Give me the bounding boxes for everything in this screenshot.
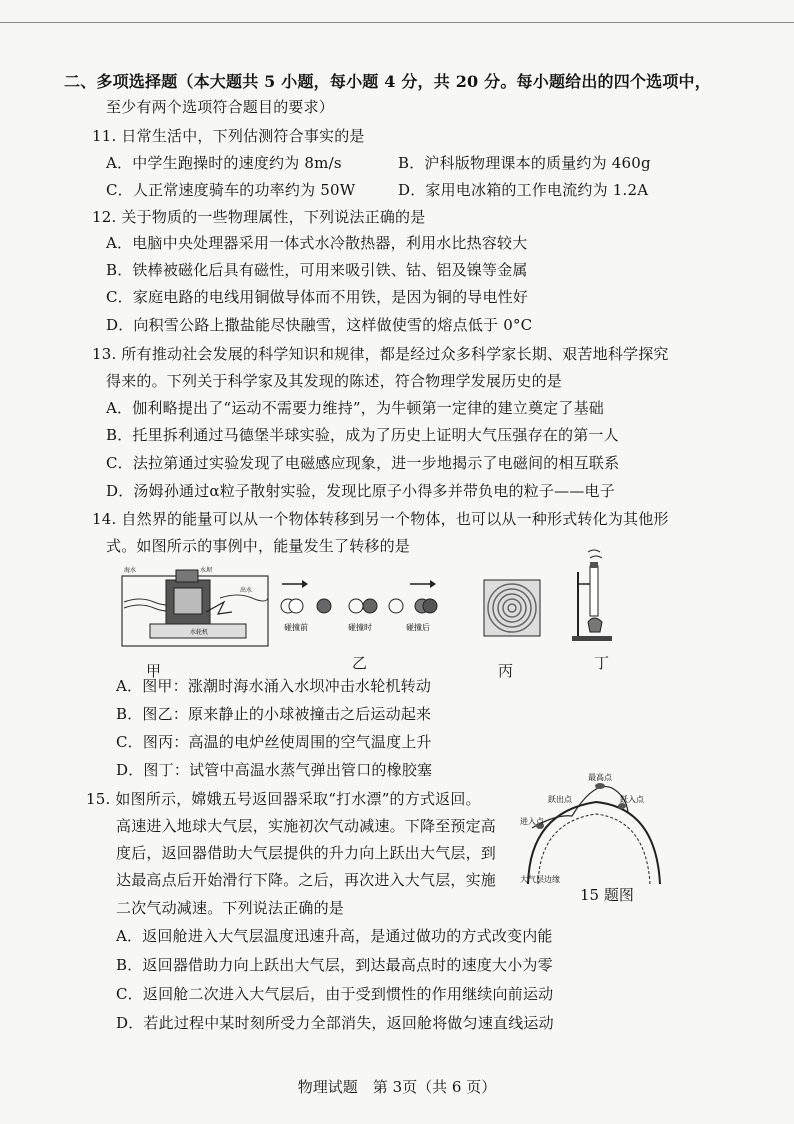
q15-stem-line-2: 高速进入地球大气层，实施初次气动减速。下降至预定高: [116, 817, 497, 835]
dam-label-turbine: 水轮机: [190, 629, 209, 636]
q11-option-a: A．中学生跑操时的速度约为 8m/s: [106, 154, 342, 172]
fig15-label-edge: 大气层边缘: [520, 875, 560, 884]
q15-option-b: B．返回器借助力向上跃出大气层，到达最高点时的速度大小为零: [116, 956, 553, 974]
q14-option-d: D．图丁：试管中高温水蒸气弹出管口的橡胶塞: [116, 761, 433, 779]
page-footer: 物理试题 第 3页（共 6 页）: [297, 1078, 497, 1096]
figure-ding-test-tube: [570, 548, 624, 644]
q14-option-b: B．图乙：原来静止的小球被撞击之后运动起来: [116, 705, 432, 723]
q15-stem-line-4: 达最高点后开始滑行下降。之后，再次进入大气层，实施: [116, 871, 497, 889]
figure-label-jia: 甲: [146, 662, 162, 680]
figure-label-bing: 丙: [498, 662, 514, 680]
q12-option-a: A．电脑中央处理器采用一体式水冷散热器，利用水比热容较大: [106, 234, 528, 252]
fig15-label-in2: 跃入点: [620, 795, 644, 804]
q12-option-b: B．铁棒被磁化后具有磁性，可用来吸引铁、钴、铝及镍等金属: [106, 261, 528, 279]
collision-label-before: 碰撞前: [284, 623, 308, 632]
fig15-label-in1: 进入点: [520, 817, 544, 826]
q13-option-b: B．托里拆利通过马德堡半球实验，成为了历史上证明大气压强存在的第一人: [106, 426, 619, 444]
dam-label-dam: 水坝: [200, 567, 213, 574]
q11-option-b: B．沪科版物理课本的质量约为 460g: [398, 154, 651, 172]
q11-option-c: C．人正常速度骑车的功率约为 50W: [106, 181, 356, 199]
q13-option-a: A．伽利略提出了“运动不需要力维持”，为牛顿第一定律的建立奠定了基础: [106, 399, 604, 417]
q13-stem-line-2: 得来的。下列关于科学家及其发现的陈述，符合物理学发展历史的是: [106, 372, 563, 390]
q13-option-c: C．法拉第通过实验发现了电磁感应现象，进一步地揭示了电磁间的相互联系: [106, 454, 620, 472]
q15-option-d: D．若此过程中某时刻所受力全部消失，返回舱将做匀速直线运动: [116, 1014, 554, 1032]
dam-label-outlet: 出水: [240, 587, 253, 594]
figure-15-caption: 15 题图: [580, 886, 634, 904]
q15-option-c: C．返回舱二次进入大气层后，由于受到惯性的作用继续向前运动: [116, 985, 554, 1003]
q13-option-d: D．汤姆孙通过α粒子散射实验，发现比原子小得多并带负电的粒子——电子: [106, 482, 615, 500]
q11-stem: 11. 日常生活中，下列估测符合事实的是: [92, 127, 365, 145]
q14-stem-line-1: 14. 自然界的能量可以从一个物体转移到另一个物体，也可以从一种形式转化为其他形: [92, 510, 669, 528]
q12-option-d: D．向积雪公路上撒盐能尽快融雪，这样做使雪的熔点低于 0°C: [106, 316, 533, 334]
section-title: 二、多项选择题（本大题共 5 小题，每小题 4 分，共 20 分。每小题给出的四个选项中，: [64, 72, 711, 91]
fig15-label-top: 最高点: [588, 773, 612, 782]
q15-stem-line-3: 度后，返回器借助大气层提供的升力向上跃出大气层，到: [116, 844, 497, 862]
q12-stem: 12. 关于物质的一些物理属性，下列说法正确的是: [92, 208, 426, 226]
figure-label-ding: 丁: [594, 654, 610, 672]
collision-label-during: 碰撞时: [348, 623, 372, 632]
dam-label-seawater: 海水: [124, 567, 137, 574]
q14-option-a: A．图甲：涨潮时海水涌入水坝冲击水轮机转动: [116, 677, 432, 695]
page-top-border: [0, 22, 794, 23]
q12-option-c: C．家庭电路的电线用铜做导体而不用铁，是因为铜的导电性好: [106, 288, 529, 306]
figure-yi-collision: [278, 578, 448, 634]
section-title-line-2: 至少有两个选项符合题目的要求）: [106, 98, 335, 116]
figure-jia-tidal-dam: [120, 562, 270, 654]
fig15-label-out: 跃出点: [548, 795, 572, 804]
collision-label-after: 碰撞后: [406, 623, 430, 632]
q14-stem-line-2: 式。如图所示的事例中，能量发生了转移的是: [106, 537, 411, 555]
q13-stem-line-1: 13. 所有推动社会发展的科学知识和规律，都是经过众多科学家长期、艰苦地科学探究: [92, 345, 669, 363]
q14-option-c: C．图丙：高温的电炉丝使周围的空气温度上升: [116, 733, 432, 751]
q15-stem-line-1: 15. 如图所示，嫦娥五号返回器采取“打水漂”的方式返回。: [86, 790, 481, 808]
figure-bing-heating-coil: [482, 578, 542, 640]
figure-label-yi: 乙: [352, 654, 368, 672]
q11-option-d: D．家用电冰箱的工作电流约为 1.2A: [398, 181, 649, 199]
q15-option-a: A．返回舱进入大气层温度迅速升高，是通过做功的方式改变内能: [116, 927, 553, 945]
q15-stem-line-5: 二次气动减速。下列说法正确的是: [116, 899, 345, 917]
